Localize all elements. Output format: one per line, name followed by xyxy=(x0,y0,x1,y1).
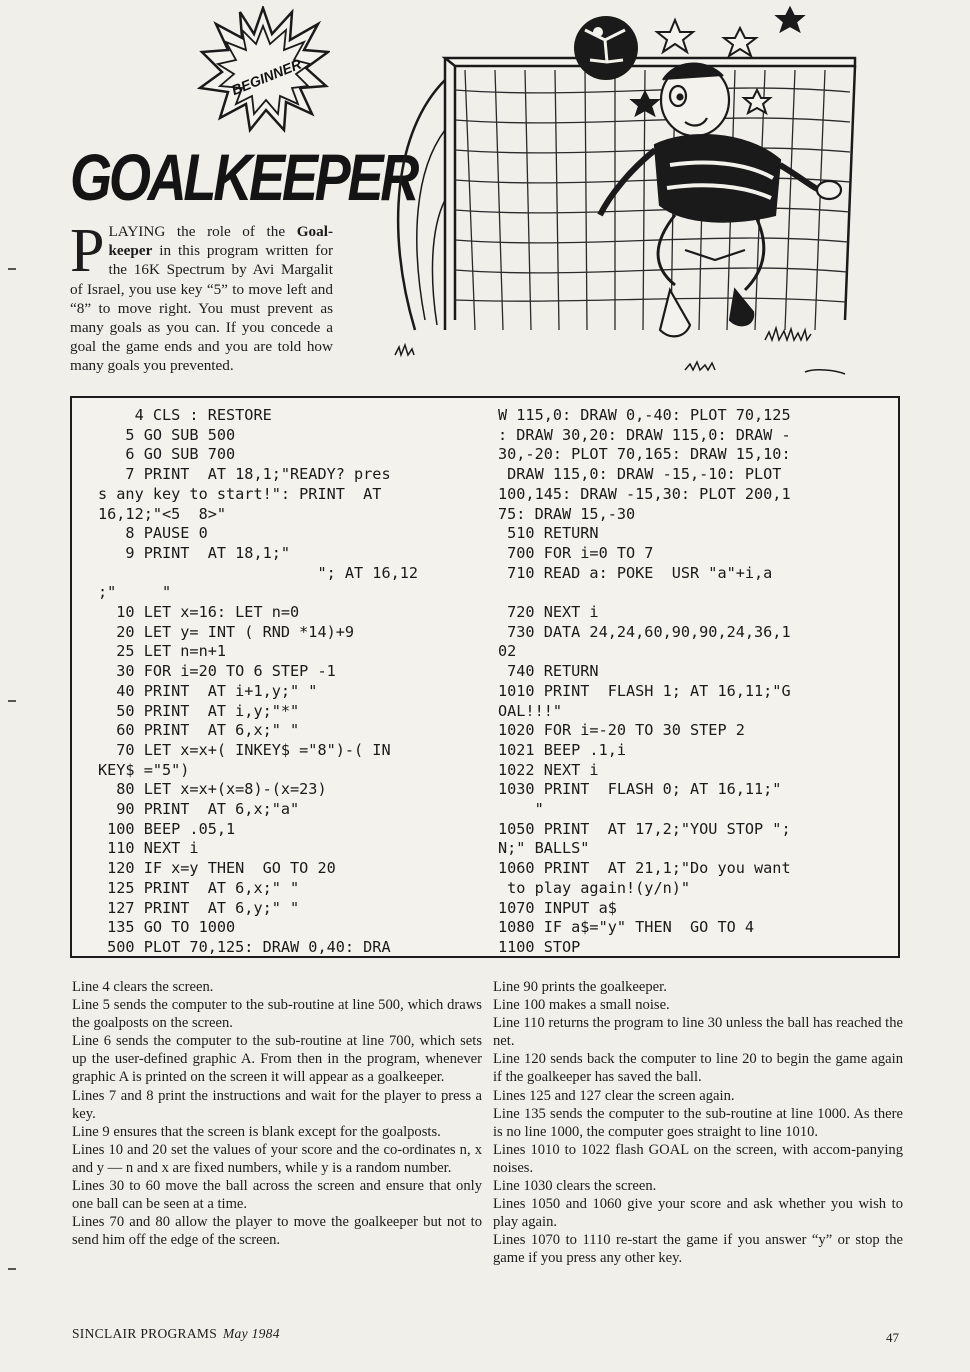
intro-text-end: in this program written for the 16K Spectrum by Avi Margalit of Israel, you use key “5” to move left and “8” to move right. You must prevent as many goals as you can. If you concede a goal the game ends and you are told how many goals you prevented. xyxy=(70,242,333,375)
explanation-line: Line 6 sends the computer to the sub-routine at line 700, which sets up the user-defined graphic A. From then in the program, whenever graphic A is printed on the screen it will appear as a goalkeeper. xyxy=(72,1033,482,1086)
code-line: 30 FOR i=20 TO 6 STEP -1 xyxy=(98,662,336,681)
code-line: 120 IF x=y THEN GO TO 20 xyxy=(98,859,336,878)
code-line: ;" " xyxy=(98,583,172,602)
code-line: 500 PLOT 70,125: DRAW 0,40: DRA xyxy=(98,937,391,956)
code-line: 4 CLS : RESTORE xyxy=(98,406,272,424)
code-line: 740 RETURN xyxy=(498,662,599,681)
code-line: W 115,0: DRAW 0,-40: PLOT 70,125 xyxy=(498,406,791,424)
code-line: 60 PRINT AT 6,x;" " xyxy=(98,721,300,740)
explanation-line: Lines 1010 to 1022 flash GOAL on the screen, with accom-panying noises. xyxy=(493,1141,903,1176)
code-line: 100,145: DRAW -15,30: PLOT 200,1 xyxy=(498,484,791,503)
drop-cap: P xyxy=(70,217,105,285)
code-line: 1010 PRINT FLASH 1; AT 16,11;"G xyxy=(498,681,791,700)
code-line: 125 PRINT AT 6,x;" " xyxy=(98,878,300,897)
explanation-line: Lines 7 and 8 print the instructions and wait for the player to press a key. xyxy=(72,1087,482,1122)
code-line: 730 DATA 24,24,60,90,90,24,36,1 xyxy=(498,622,791,641)
code-line: 6 GO SUB 700 xyxy=(98,445,236,464)
code-line: N;" BALLS" xyxy=(498,839,590,858)
explanation-line: Line 90 prints the goalkeeper. xyxy=(493,979,667,995)
explanation-line: Lines 10 and 20 set the values of your score and the co-ordinates n, x and y — n and x are fixed numbers, while y is a random number. xyxy=(72,1141,482,1176)
code-line: " xyxy=(498,800,544,819)
explanation-line: Line 4 clears the screen. xyxy=(72,979,214,995)
explanation-column-left xyxy=(72,978,482,1249)
goalkeeper-cartoon xyxy=(385,0,905,390)
badge-label: BEGINNER xyxy=(229,55,304,99)
code-line: s any key to start!": PRINT AT xyxy=(98,484,382,503)
explanation-line: Lines 1070 to 1110 re-start the game if you answer “y” or stop the game if you press any other key. xyxy=(493,1232,903,1267)
goalpost-icon xyxy=(445,58,855,66)
code-line: DRAW 115,0: DRAW -15,-10: PLOT xyxy=(498,465,782,484)
code-line: 110 NEXT i xyxy=(98,839,199,858)
explanation-line: Line 1030 clears the screen. xyxy=(493,1178,657,1195)
code-line: 720 NEXT i xyxy=(498,603,599,622)
code-line: 16,12;"<5 8>" xyxy=(98,504,227,523)
explanation-line: Line 110 returns the program to line 30 unless the ball has reached the net. xyxy=(493,1015,903,1050)
code-line: 710 READ a: POKE USR "a"+i,a xyxy=(498,563,773,582)
code-line: 40 PRINT AT i+1,y;" " xyxy=(98,681,318,700)
code-line: 700 FOR i=0 TO 7 xyxy=(498,543,654,562)
code-column-right xyxy=(498,406,791,958)
code-line: 7 PRINT AT 18,1;"READY? pres xyxy=(98,465,391,484)
code-line: 9 PRINT AT 18,1;" xyxy=(98,543,291,562)
code-line: "; AT 16,12 xyxy=(98,563,419,582)
code-line: 5 GO SUB 500 xyxy=(98,425,236,444)
code-line: 50 PRINT AT i,y;"*" xyxy=(98,701,300,720)
code-line: 10 LET x=16: LET n=0 xyxy=(98,603,300,622)
explanation-line: Line 9 ensures that the screen is blank except for the goalposts. xyxy=(72,1123,441,1140)
code-line: 1021 BEEP .1,i xyxy=(498,740,627,759)
grass-icon xyxy=(395,328,845,374)
code-line: 90 PRINT AT 6,x;"a" xyxy=(98,800,300,819)
code-line: 127 PRINT AT 6,y;" " xyxy=(98,898,300,917)
code-line: 135 GO TO 1000 xyxy=(98,918,236,937)
football-icon xyxy=(574,16,638,80)
intro-text-start: LAYING the role of the xyxy=(108,223,297,240)
beginner-badge xyxy=(196,6,330,134)
explanation-line: Line 135 sends the computer to the sub-routine at line 1000. As there is no line 1000, the computer goes straight to line 1010. xyxy=(493,1105,903,1140)
intro-bold-term: Goal-keeper xyxy=(108,223,333,260)
explanation-line: Line 5 sends the computer to the sub-routine at line 500, which draws the goalposts on the screen. xyxy=(72,997,482,1032)
program-listing xyxy=(70,396,900,958)
explanation-line: Line 100 makes a small noise. xyxy=(493,997,670,1014)
code-line: 30,-20: PLOT 70,165: DRAW 15,10: xyxy=(498,445,791,464)
code-line: 1100 STOP xyxy=(498,937,581,956)
code-line: to play again!(y/n)" xyxy=(498,878,691,897)
intro-paragraph xyxy=(70,217,333,376)
code-line: OAL!!!" xyxy=(498,701,563,720)
code-line: 1080 IF a$="y" THEN GO TO 4 xyxy=(498,918,755,937)
code-line: 80 LET x=x+(x=8)-(x=23) xyxy=(98,780,327,799)
code-line: 1070 INPUT a$ xyxy=(498,898,617,917)
code-line: 1030 PRINT FLASH 0; AT 16,11;" xyxy=(498,780,782,799)
issue-date: May 1984 xyxy=(223,1326,280,1341)
page-footer xyxy=(72,1326,280,1342)
code-line: 20 LET y= INT ( RND *14)+9 xyxy=(98,622,355,641)
explanation-column-right xyxy=(493,978,903,1268)
explanation-line: Lines 30 to 60 move the ball across the screen and ensure that only one ball can be seen at a time. xyxy=(72,1178,482,1213)
code-line: 1020 FOR i=-20 TO 30 STEP 2 xyxy=(498,721,745,740)
code-line: 510 RETURN xyxy=(498,524,599,543)
code-line: 100 BEEP .05,1 xyxy=(98,819,236,838)
code-line: 70 LET x=x+( INKEY$ ="8")-( IN xyxy=(98,740,391,759)
magazine-name: SINCLAIR PROGRAMS xyxy=(72,1326,218,1341)
code-line: 02 xyxy=(498,642,517,661)
code-column-left xyxy=(98,406,418,958)
code-line: 25 LET n=n+1 xyxy=(98,642,227,661)
explanation-line: Line 120 sends back the computer to line 20 to begin the game again if the goalkeeper has saved the ball. xyxy=(493,1051,903,1086)
page-number: 47 xyxy=(886,1330,899,1345)
explanation-line: Lines 70 and 80 allow the player to move the goalkeeper but not to send him off the edge of the screen. xyxy=(72,1214,482,1249)
code-line: : DRAW 30,20: DRAW 115,0: DRAW - xyxy=(498,425,791,444)
explanation-line: Lines 1050 and 1060 give your score and ask whether you wish to play again. xyxy=(493,1196,903,1231)
explanation-line: Lines 125 and 127 clear the screen again. xyxy=(493,1087,735,1104)
code-line: 1060 PRINT AT 21,1;"Do you want xyxy=(498,859,791,878)
code-line: 1050 PRINT AT 17,2;"YOU STOP "; xyxy=(498,819,791,838)
code-line: 1022 NEXT i xyxy=(498,760,599,779)
code-line: 75: DRAW 15,-30 xyxy=(498,504,636,523)
page-title: GOALKEEPER xyxy=(70,140,417,214)
code-line: KEY$ ="5") xyxy=(98,760,190,779)
code-line: 8 PAUSE 0 xyxy=(98,524,208,543)
